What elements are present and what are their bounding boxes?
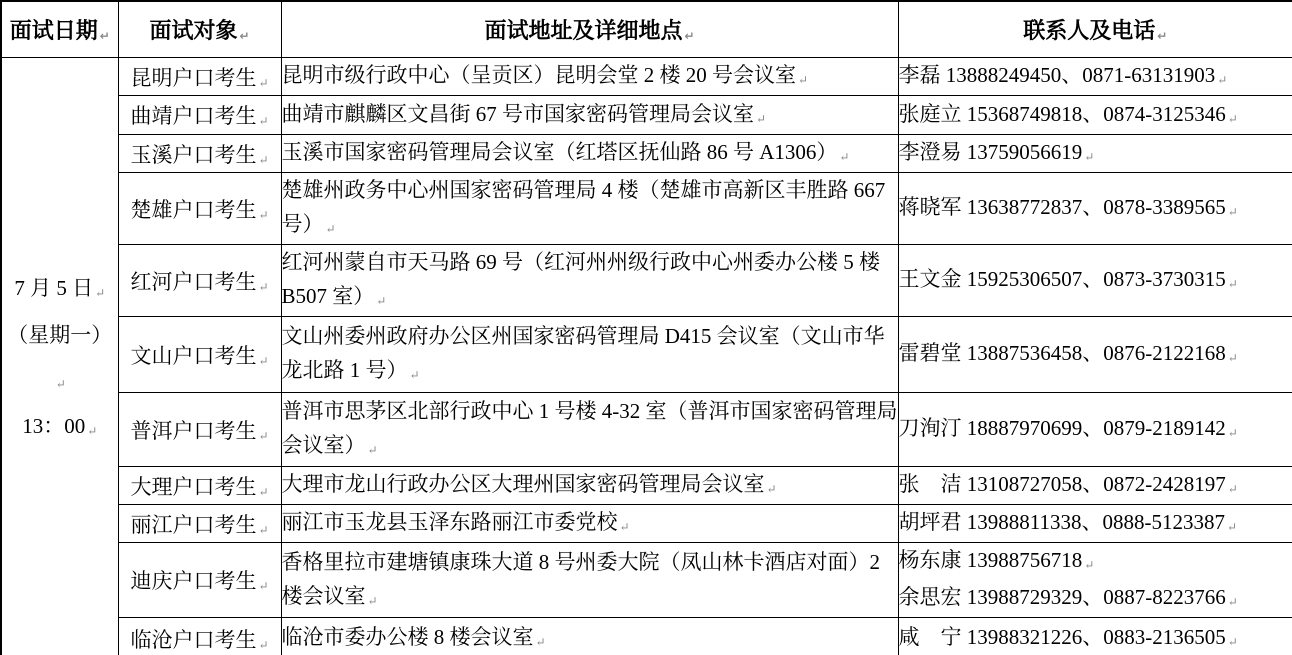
address-text: 大理市龙山行政办公区大理州国家密码管理局会议室 ↵	[282, 472, 777, 496]
table-row	[1, 543, 1292, 618]
header-target-label: 面试对象 ↵	[149, 18, 249, 43]
address-cell	[281, 317, 898, 393]
contact-cell	[898, 58, 1292, 96]
target-label: 红河户口考生 ↵	[130, 270, 268, 294]
contact-text: 李磊 13888249450、0871-63131903 ↵	[899, 63, 1228, 87]
table-row	[1, 135, 1292, 173]
target-label: 迪庆户口考生 ↵	[130, 569, 268, 593]
address-cell	[281, 245, 898, 317]
table-row	[1, 505, 1292, 543]
address-text: 玉溪市国家密码管理局会议室（红塔区抚仙路 86 号 A1306） ↵	[282, 140, 850, 164]
address-cell	[281, 135, 898, 173]
interview-date-line: 7 月 5 日 ↵	[2, 266, 118, 313]
address-cell	[281, 618, 898, 655]
target-label: 楚雄户口考生 ↵	[130, 198, 268, 222]
target-label: 大理户口考生 ↵	[130, 475, 268, 499]
table-row	[1, 245, 1292, 317]
contact-text: 刀洵汀 18887970699、0879-2189142 ↵	[899, 416, 1238, 440]
interview-time-line: 13：00 ↵	[2, 404, 118, 451]
target-cell	[118, 317, 281, 393]
table-row	[1, 618, 1292, 655]
table-row	[1, 393, 1292, 467]
table-row	[1, 58, 1292, 96]
table-row	[1, 467, 1292, 505]
address-text: 丽江市玉龙县玉泽东路丽江市委党校 ↵	[282, 510, 630, 534]
contact-text: 张庭立 15368749818、0874-3125346 ↵	[899, 102, 1238, 126]
address-cell	[281, 543, 898, 618]
header-target	[118, 1, 281, 58]
contact-cell	[898, 96, 1292, 135]
address-cell	[281, 505, 898, 543]
contact-text: 余思宏 13988729329、0887-8223766 ↵	[899, 580, 1292, 617]
target-label: 曲靖户口考生 ↵	[130, 104, 268, 128]
address-text: 昆明市级行政中心（呈贡区）昆明会堂 2 楼 20 号会议室 ↵	[282, 63, 809, 87]
address-text: 香格里拉市建塘镇康珠大道 8 号州委大院（凤山林卡酒店对面）2 楼会议室 ↵	[282, 550, 881, 608]
header-date-label: 面试日期 ↵	[10, 18, 110, 43]
header-date	[1, 1, 118, 58]
contact-cell	[898, 467, 1292, 505]
header-address	[281, 1, 898, 58]
table-row	[1, 96, 1292, 135]
contact-cell	[898, 135, 1292, 173]
address-text: 临沧市委办公楼 8 楼会议室 ↵	[282, 625, 546, 649]
table-row	[1, 173, 1292, 245]
contact-text: 王文金 15925306507、0873-3730315 ↵	[899, 267, 1238, 291]
address-cell	[281, 393, 898, 467]
contact-cell	[898, 543, 1292, 618]
address-text: 曲靖市麒麟区文昌街 67 号市国家密码管理局会议室 ↵	[282, 102, 767, 126]
contact-text: 杨东康 13988756718 ↵	[899, 543, 1292, 580]
contact-text: 李澄易 13759056619 ↵	[899, 140, 1095, 164]
target-label: 玉溪户口考生 ↵	[130, 143, 268, 167]
target-label: 丽江户口考生 ↵	[130, 513, 268, 537]
target-cell	[118, 467, 281, 505]
address-text: 文山州委州政府办公区州国家密码管理局 D415 会议室（文山市华龙北路 1 号） ↵	[282, 324, 885, 382]
interview-date-cell	[1, 58, 118, 655]
target-label: 昆明户口考生 ↵	[130, 66, 268, 90]
header-address-label: 面试地址及详细地点 ↵	[484, 18, 694, 43]
target-cell	[118, 393, 281, 467]
target-cell	[118, 245, 281, 317]
address-cell	[281, 58, 898, 96]
target-cell	[118, 618, 281, 655]
address-cell	[281, 173, 898, 245]
contact-cell	[898, 618, 1292, 655]
target-cell	[118, 58, 281, 96]
contact-cell	[898, 173, 1292, 245]
contact-text: 胡坪君 13988811338、0888-5123387 ↵	[899, 510, 1238, 534]
contact-cell	[898, 393, 1292, 467]
contact-cell	[898, 317, 1292, 393]
contact-text: 咸 宁 13988321226、0883-2136505 ↵	[899, 625, 1238, 649]
address-cell	[281, 467, 898, 505]
target-label: 普洱户口考生 ↵	[130, 419, 268, 443]
header-contact	[898, 1, 1292, 58]
address-text: 红河州蒙自市天马路 69 号（红河州州级行政中心州委办公楼 5 楼 B507 室） ↵	[282, 250, 881, 308]
contact-cell	[898, 245, 1292, 317]
contact-text: 蒋晓军 13638772837、0878-3389565 ↵	[899, 195, 1238, 219]
table-row	[1, 317, 1292, 393]
target-label: 文山户口考生 ↵	[130, 344, 268, 368]
target-cell	[118, 96, 281, 135]
target-cell	[118, 173, 281, 245]
interview-weekday-line: （星期一） ↵	[2, 313, 118, 404]
contact-text: 雷碧堂 13887536458、0876-2122168 ↵	[899, 341, 1238, 365]
address-text: 楚雄州政务中心州国家密码管理局 4 楼（楚雄市高新区丰胜路 667 号） ↵	[282, 178, 886, 236]
target-cell	[118, 543, 281, 618]
header-contact-label: 联系人及电话 ↵	[1023, 18, 1167, 43]
header-row	[1, 1, 1292, 58]
address-cell	[281, 96, 898, 135]
target-cell	[118, 505, 281, 543]
address-text: 普洱市思茅区北部行政中心 1 号楼 4-32 室（普洱市国家密码管理局会议室） ↵	[282, 399, 898, 457]
contact-cell	[898, 505, 1292, 543]
target-label: 临沧户口考生 ↵	[130, 628, 268, 652]
target-cell	[118, 135, 281, 173]
contact-text: 张 洁 13108727058、0872-2428197 ↵	[899, 472, 1238, 496]
